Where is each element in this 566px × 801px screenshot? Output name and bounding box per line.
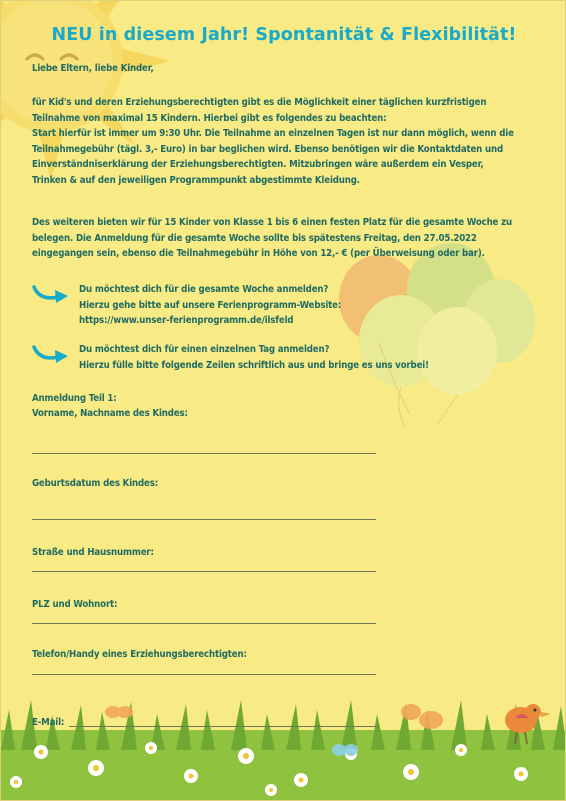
- birthdate-label: Geburtsdatum des Kindes:: [32, 478, 159, 489]
- city-label: PLZ und Wohnort:: [32, 599, 118, 610]
- birthdate-field[interactable]: [32, 519, 376, 520]
- option-question: Du möchtest dich für die gesamte Woche anmelden?: [79, 284, 329, 295]
- meadow-illustration: [1, 690, 566, 800]
- website-link[interactable]: https://www.unser-ferienprogramm.de/ilsfeld: [79, 315, 294, 327]
- phone-field[interactable]: [32, 674, 376, 675]
- paragraph-line: Des weiteren bieten wir für 15 Kinder von Klasse 1 bis 6 einen festen Platz für die gesamte Woche zu: [32, 217, 512, 228]
- option-single-day: [79, 342, 479, 373]
- email-label: E-Mail:: [32, 717, 65, 728]
- curved-arrow-icon: [31, 281, 71, 305]
- greeting: Liebe Eltern, liebe Kinder,: [32, 63, 154, 74]
- option-instruction: Hierzu fülle bitte folgende Zeilen schriftlich aus und bringe es uns vorbei!: [79, 359, 429, 371]
- option-question: Du möchtest dich für einen einzelnen Tag anmelden?: [79, 344, 330, 355]
- option-instruction: Hierzu gehe bitte auf unsere Ferienprogramm-Website:: [79, 299, 342, 311]
- page-title: NEU in diesem Jahr! Spontanität & Flexibilität!: [51, 25, 517, 45]
- intro-line: Teilnahme von maximal 15 Kindern. Hierbei gibt es folgendes zu beachten:: [32, 112, 387, 124]
- second-paragraph: [32, 215, 542, 262]
- intro-line: für Kid's und deren Erziehungsberechtigten gibt es die Möglichkeit einer täglichen kurzfristigen: [32, 97, 487, 108]
- intro-line: Trinken & auf den jeweiligen Programmpunkt abgestimmte Kleidung.: [32, 174, 360, 186]
- paragraph-line: eingegangen sein, ebenso die Teilnahmegebühr in Höhe von 12,- € (per Überweisung oder bar).: [32, 248, 485, 260]
- intro-line: Einverständniserklärung der Erziehungsberechtigten. Mitzubringen wäre außerdem ein Vesper,: [32, 159, 484, 171]
- intro-line: Start hierfür ist immer um 9:30 Uhr. Die Teilnahme an einzelnen Tagen ist nur dann möglich, wenn die: [32, 128, 514, 140]
- name-label: Vorname, Nachname des Kindes:: [32, 408, 188, 419]
- email-field[interactable]: [69, 726, 379, 727]
- form-heading: Anmeldung Teil 1:: [32, 393, 117, 404]
- balloons-illustration: [331, 241, 566, 431]
- name-field[interactable]: [32, 453, 376, 454]
- street-field[interactable]: [32, 571, 376, 572]
- phone-label: Telefon/Handy eines Erziehungsberechtigten:: [32, 649, 247, 660]
- paragraph-line: belegen. Die Anmeldung für die gesamte Woche sollte bis spätestens Freitag, den 27.05.2022: [32, 232, 477, 244]
- street-label: Straße und Hausnummer:: [32, 547, 154, 558]
- option-whole-week: [79, 282, 479, 329]
- curved-arrow-icon: [31, 341, 71, 365]
- city-field[interactable]: [32, 623, 376, 624]
- intro-line: Teilnahmegebühr (tägl. 3,- Euro) in bar beglichen wird. Ebenso benötigen wir die Kontaktdaten und: [32, 143, 504, 155]
- intro-paragraph: [32, 95, 542, 189]
